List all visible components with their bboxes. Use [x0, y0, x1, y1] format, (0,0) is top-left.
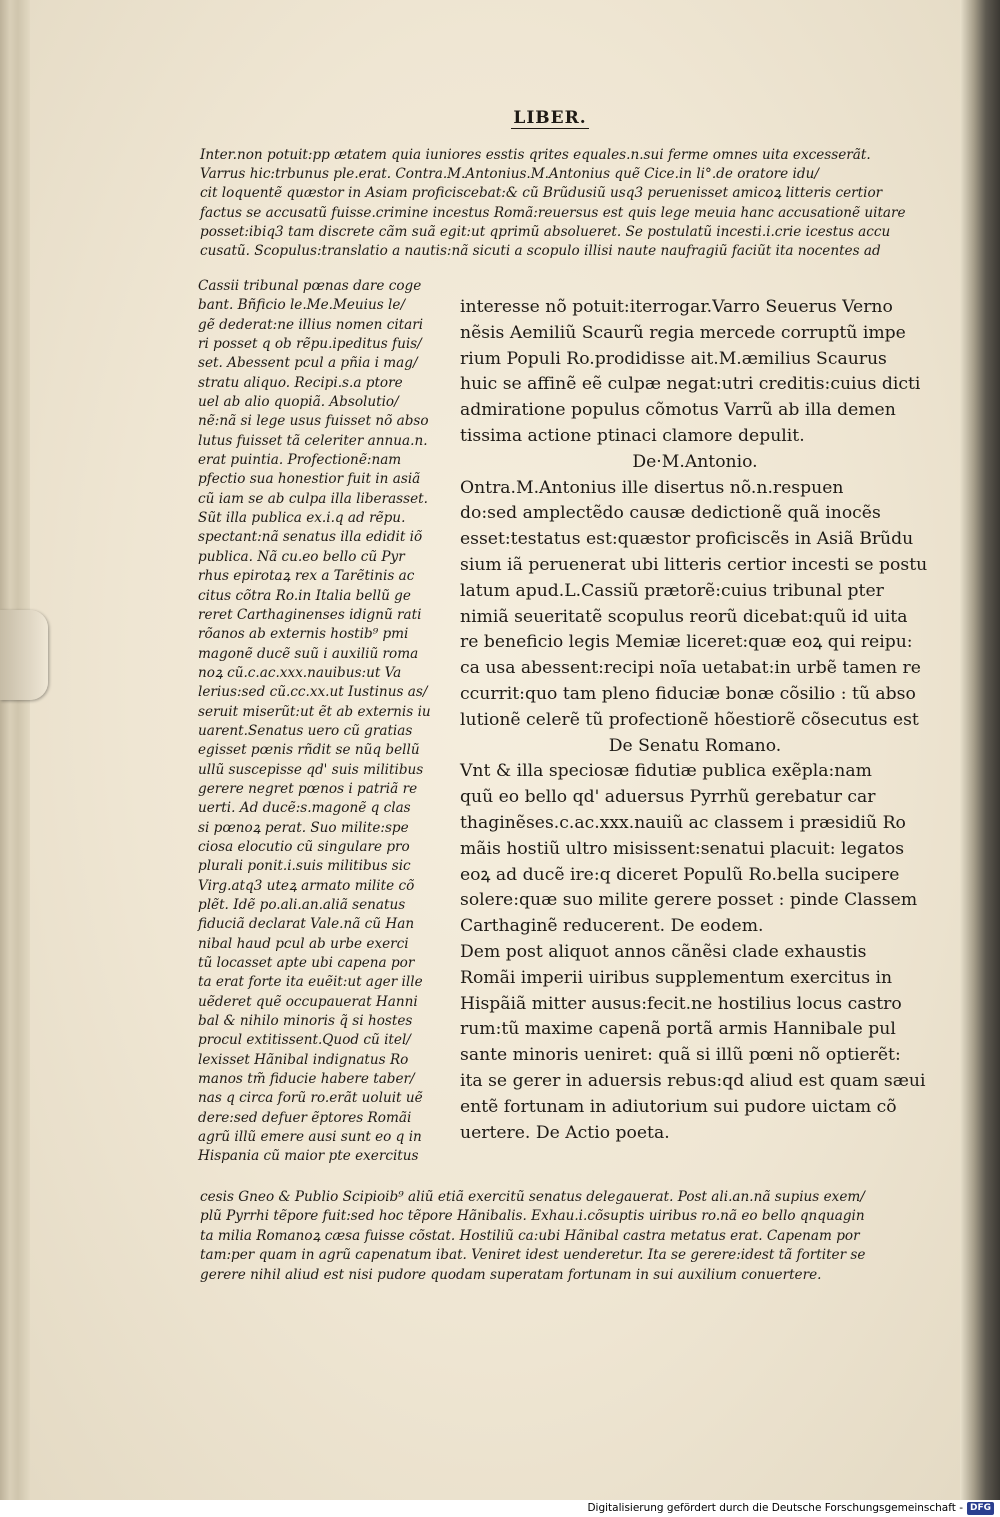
text-line: entẽ fortunam in adiutorium sui pudore uictam cõ — [460, 1096, 897, 1117]
commentary-line: rõanos ab externis hostib⁹ pmi — [198, 626, 409, 643]
text-line: solere:quæ suo milite gerere posset : pinde Classem — [460, 890, 918, 911]
commentary-line: nas q circa forũ ro.erãt uoluit uẽ — [198, 1090, 423, 1107]
bottom-commentary — [200, 1188, 930, 1285]
commentary-line: gerere negret pœnos i patriã re — [198, 780, 418, 797]
text-line: Romãi imperii uiribus supplementum exercitus in — [460, 967, 893, 988]
text-line: re beneficio legis Memiæ liceret:quæ eoꝝ qui reipu: — [460, 632, 913, 653]
dfg-logo: DFG — [967, 1502, 994, 1515]
running-head: LIBER. — [513, 108, 587, 128]
page-edge-right — [960, 0, 1000, 1500]
commentary-line: publica. Nã cu.eo bello cũ Pyr — [198, 548, 405, 565]
commentary-line: Cassii tribunal pœnas dare coge — [198, 278, 422, 294]
commentary-line: uarent.Senatus uero cũ gratias — [198, 722, 413, 739]
commentary-line: ciosa elocutio cũ singulare pro — [198, 838, 410, 855]
text-line: ita se gerer in aduersis rebus:qd aliud est quam sæui — [460, 1070, 926, 1091]
commentary-line: erat puintia. Profectionẽ:nam — [198, 452, 402, 469]
text-line: eoꝝ ad ducẽ ire:q diceret Populũ Ro.bella sucipere — [460, 864, 900, 885]
text-line: tissima actione ptinaci clamore depulit. — [460, 425, 805, 446]
commentary-line: egisset pœnis rñdit se nũq bellũ — [198, 742, 420, 759]
text-line: ccurrit:quo tam pleno fiduciæ bonæ cõsilio : tũ abso — [460, 683, 916, 704]
commentary-line: citus cõtra Ro.in Italia bellũ ge — [198, 587, 411, 604]
commentary-line: bal & nihilo minoris q̃ si hostes — [198, 1013, 413, 1030]
text-line: lutionẽ celerẽ tũ profectionẽ hõestiorẽ cõsecutus est — [460, 709, 919, 730]
page-edge-left — [0, 0, 30, 1500]
commentary-line: rhus epirotaꝝ rex a Tarẽtinis ac — [198, 568, 415, 585]
text-line: nẽsis Aemiliũ Scaurũ regia mercede corruptũ impe — [460, 322, 906, 343]
text-line: Ontra.M.Antonius ille disertus nõ.n.respuen — [460, 477, 844, 498]
text-line: quũ eo bello qd' aduersus Pyrrhũ gerebatur car — [460, 787, 876, 808]
commentary-line: plurali ponit.i.suis militibus sic — [198, 858, 411, 875]
section-heading: De Senatu Romano. — [608, 735, 782, 756]
commentary-line: cit loquentẽ quæstor in Asiam proficiscebat:& cũ Brũdusiũ usq3 peruenisset amicoꝝ litteris certior — [200, 185, 883, 202]
text-line: sium iã peruenerat ubi litteris certior incesti se postu — [460, 554, 928, 575]
commentary-line: spectant:nã senatus illa edidit iõ — [198, 529, 423, 546]
footer-bar — [0, 1500, 1000, 1517]
commentary-line: ta erat forte ita euẽit:ut ager ille — [198, 974, 423, 991]
commentary-line: ullũ suscepisse qd' suis militibus — [198, 761, 424, 778]
text-line: Hispãiã mitter ausus:fecit.ne hostilius locus castro — [460, 993, 902, 1014]
commentary-line: lerius:sed cũ.cc.xx.ut Iustinus as/ — [198, 684, 428, 701]
commentary-line: fiduciã declarat Vale.nã cũ Han — [198, 916, 415, 933]
commentary-line: cusatũ. Scopulus:translatio a nautis:nã sicuti a scopulo illisi naute naufragiũ faciũt ita nocentes ad — [200, 243, 881, 260]
commentary-line: Virg.atq3 uteꝝ armato milite cõ — [198, 877, 415, 894]
commentary-line: nibal haud pcul ab urbe exerci — [198, 935, 409, 952]
commentary-line: plẽt. Idẽ po.ali.an.aliã senatus — [198, 897, 406, 913]
commentary-line: uẽderet quẽ occupauerat Hanni — [198, 993, 418, 1010]
text-line: latum apud.L.Cassiũ prætorẽ:cuius tribunal pter — [460, 580, 884, 601]
commentary-line: plũ Pyrrhi tẽpore fuit:sed hoc tẽpore Hãnibalis. Exhau.i.cõsuptis uiribus ro.nã eo bello qnquagin — [200, 1208, 865, 1225]
commentary-line: factus se accusatũ fuisse.crimine incestus Romã:reuersus est quis lege meuia hanc accusationẽ uitare — [200, 204, 906, 221]
text-line: uertere. De Actio poeta. — [460, 1122, 670, 1143]
text-line: esset:testatus est:quæstor proficiscẽs in Asiã Brũdu — [460, 529, 914, 550]
commentary-line: gẽ dederat:ne illius nomen citari — [198, 316, 424, 333]
text-line: huic se affinẽ eẽ culpæ negat:utri creditis:cuius dicti — [460, 374, 921, 395]
commentary-line: Sũt illa publica ex.i.q ad rẽpu. — [198, 510, 406, 527]
commentary-line: si pœnoꝝ perat. Suo milite:spe — [198, 819, 409, 836]
text-line: rium Populi Ro.prodidisse ait.M.æmilius Scaurus — [460, 348, 887, 369]
commentary-line: ri posset q ob rẽpu.ipeditus fuis/ — [198, 336, 422, 353]
left-commentary — [198, 277, 456, 1167]
text-line: nimiã seueritatẽ scopulus reorũ dicebat:quũ id uita — [460, 606, 908, 627]
footer-credit: Digitalisierung gefördert durch die Deutsche Forschungsgemeinschaft - — [587, 1502, 963, 1514]
commentary-line: noꝝ cũ.c.ac.xxx.nauibus:ut Va — [198, 664, 402, 681]
page-tab-marker — [0, 610, 48, 700]
commentary-line: uel ab alio quopiã. Absolutio/ — [198, 394, 399, 411]
text-line: Vnt & illa speciosæ fidutiæ publica exẽpla:nam — [460, 761, 872, 782]
text-line: mãis hostiũ ultro misissent:senatui placuit: legatos — [460, 838, 905, 859]
commentary-line: manos tm̃ fiducie habere taber/ — [198, 1071, 415, 1088]
commentary-line: agrũ illũ emere ausi sunt eo q in — [198, 1129, 422, 1146]
commentary-line: reret Carthaginenses idignũ rati — [198, 606, 422, 623]
text-line: interesse nõ potuit:iterrogar.Varro Seuerus Verno — [460, 297, 893, 317]
text-line: rum:tũ maxime capenã portã armis Hannibale pul — [460, 1019, 896, 1040]
commentary-line: bant. Bñficio le.Me.Meuius le/ — [198, 297, 406, 314]
commentary-line: gerere nihil aliud est nisi pudore quodam superatam fortunam in sui auxilium conuertere. — [200, 1266, 822, 1283]
commentary-line: tũ locasset apte ubi capena por — [198, 955, 415, 972]
text-line: ca usa abessent:recipi noĩa uetabat:in urbẽ tamen re — [460, 658, 921, 679]
commentary-line: magonẽ ducẽ suũ i auxiliũ roma — [198, 645, 419, 662]
commentary-line: nẽ:nã si lege usus fuisset nõ abso — [198, 413, 429, 430]
commentary-line: seruit miserũt:ut ẽt ab externis iu — [198, 703, 431, 720]
commentary-line: posset:ibiq3 tam discrete cãm suã egit:ut qprimũ absolueret. Se postulatũ incesti.i.crie icestus accu — [200, 223, 891, 240]
text-line: thaginẽses.c.ac.xxx.nauiũ ac classem i præsidiũ Ro — [460, 812, 906, 833]
commentary-line: cesis Gneo & Publio Scipioib⁹ aliũ etiã exercitũ senatus delegauerat. Post ali.an.nã supius exem/ — [200, 1189, 865, 1205]
commentary-line: lexisset Hãnibal indignatus Ro — [198, 1051, 409, 1068]
commentary-line: pfectio sua honestior fuit in asiã — [198, 471, 421, 488]
commentary-line: Hispania cũ maior pte exercitus — [198, 1148, 419, 1165]
commentary-line: Inter.non potuit:pp ætatem quia iuniores esstis qrites equales.n.sui ferme omnes uita excesserãt. — [200, 147, 871, 163]
text-line: sante minoris ueniret: quã si illũ pœni nõ optierẽt: — [460, 1045, 901, 1066]
commentary-line: stratu aliquo. Recipi.s.a ptore — [198, 374, 403, 391]
commentary-line: cũ iam se ab culpa illa liberasset. — [198, 490, 428, 507]
commentary-line: dere:sed defuer ẽptores Romãi — [198, 1109, 412, 1126]
commentary-line: procul extitissent.Quod cũ itel/ — [198, 1032, 411, 1049]
text-line: admiratione populus cõmotus Varrũ ab illa demen — [460, 400, 896, 421]
commentary-line: lutus fuisset tã celeriter annua.n. — [198, 432, 428, 449]
commentary-line: ta milia Romanoꝝ cæsa fuisse cõstat. Hostiliũ ca:ubi Hãnibal castra metatus erat. Capenam por — [200, 1227, 860, 1244]
commentary-line: set. Abessent pcul a pñia i mag/ — [198, 355, 418, 372]
main-text — [460, 295, 930, 1146]
commentary-line: Varrus hic:trbunus ple.erat. Contra.M.Antonius.M.Antonius quẽ Cice.in li°.de oratore idu/ — [200, 166, 819, 183]
commentary-line: tam:per quam in agrũ capenatum ibat. Veniret idest uenderetur. Ita se gerere:idest tã fortiter se — [200, 1247, 866, 1264]
section-heading: De·M.Antonio. — [632, 451, 758, 472]
text-line: Dem post aliquot annos cãnẽsi clade exhaustis — [460, 941, 867, 962]
commentary-line: uerti. Ad ducẽ:s.magonẽ q clas — [198, 800, 411, 817]
text-line: do:sed amplectẽdo causæ dedictionẽ quã inocẽs — [460, 503, 881, 524]
top-commentary — [200, 146, 930, 261]
text-line: Carthaginẽ reducerent. De eodem. — [460, 916, 764, 937]
